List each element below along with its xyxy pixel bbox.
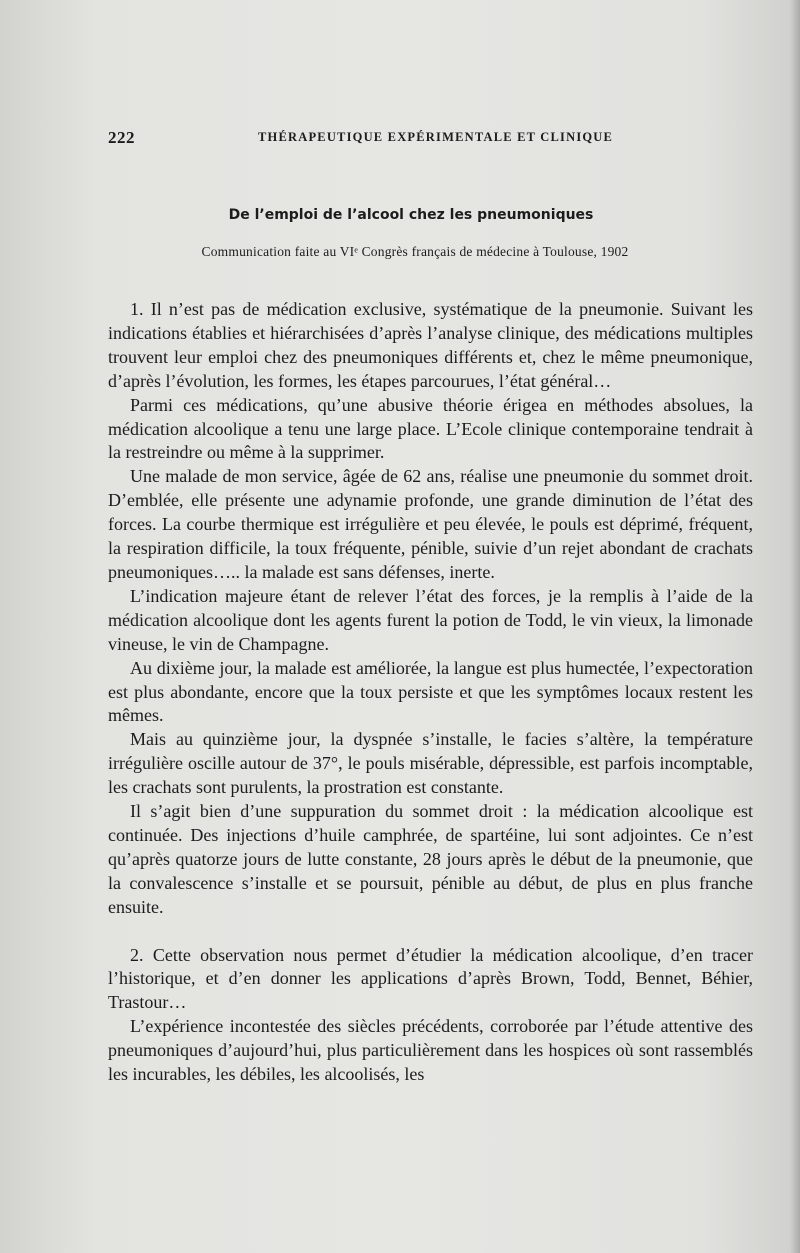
section-divider bbox=[108, 920, 753, 944]
paragraph: Une malade de mon service, âgée de 62 ans, réalise une pneumonie du sommet droit. D’emblée, elle présente une adynamie profonde, une grande diminution de l’état des forces. La courbe thermique est irrégulière et peu élevée, le pouls est déprimé, fréquent, la respiration difficile, la toux fréquente, pénible, suivie d’un rejet abondant de crachats pneumoniques….. la malade est sans défenses, inerte. bbox=[108, 466, 753, 582]
page-number: 222 bbox=[108, 128, 135, 147]
paragraph: 2. Cette observation nous permet d’étudier la médication alcoolique, d’en tracer l’historique, et d’en donner les applications d’après Brown, Todd, Bennet, Béhier, Trastour… bbox=[108, 944, 753, 1013]
paragraph: 1. Il n’est pas de médication exclusive, systématique de la pneumonie. Suivant les indications établies et hiérarchisées d’après l’analyse clinique, des médications multiples trouvent leur emploi chez des pneumoniques différents et, chez le même pneumonique, d’après l’évolution, les formes, les étapes parcourues, l’état général… bbox=[108, 299, 753, 391]
page-edge-shadow bbox=[790, 0, 800, 1253]
article-subtitle: Communication faite au VIᵉ Congrès français de médecine à Toulouse, 1902 bbox=[201, 244, 629, 259]
paragraph: Au dixième jour, la malade est améliorée, la langue est plus humectée, l’expectoration est plus abondante, encore que la toux persiste et que les symptômes locaux restent les mêmes. bbox=[108, 657, 753, 726]
paragraph: Mais au quinzième jour, la dyspnée s’installe, le facies s’altère, la température irrégulière oscille autour de 37°, le pouls misérable, dépressible, est parfois incomptable, les crachats sont purulents, la prostration est constante. bbox=[108, 729, 753, 798]
running-title: THÉRAPEUTIQUE EXPÉRIMENTALE ET CLINIQUE bbox=[258, 130, 614, 144]
paragraph: Il s’agit bien d’une suppuration du sommet droit : la médication alcoolique est continuée. Des injections d’huile camphrée, de spartéine, lui sont adjointes. Ce n’est qu’après quatorze jours de lutte constante, 28 jours après le début de la pneumonie, que la convalescence s’installe et se poursuit, pénible au début, de plus en plus franche ensuite. bbox=[108, 801, 753, 917]
article-body bbox=[108, 298, 753, 1087]
running-head bbox=[108, 128, 748, 148]
article-title: De l’emploi de l’alcool chez les pneumoniques bbox=[228, 207, 594, 223]
paragraph: L’expérience incontestée des siècles précédents, corroborée par l’étude attentive des pneumoniques d’aujourd’hui, plus particulièrement dans les hospices où sont rassemblés les incurables, les débiles, les alcoolisés, les bbox=[108, 1016, 753, 1085]
paragraph: Parmi ces médications, qu’une abusive théorie érigea en méthodes absolues, la médication alcoolique a tenu une large place. L’Ecole clinique contemporaine tendrait à la restreindre ou même à la supprimer. bbox=[108, 394, 753, 463]
paragraph: L’indication majeure étant de relever l’état des forces, je la remplis à l’aide de la médication alcoolique dont les agents furent la potion de Todd, le vin vieux, la limonade vineuse, le vin de Champagne. bbox=[108, 585, 753, 654]
